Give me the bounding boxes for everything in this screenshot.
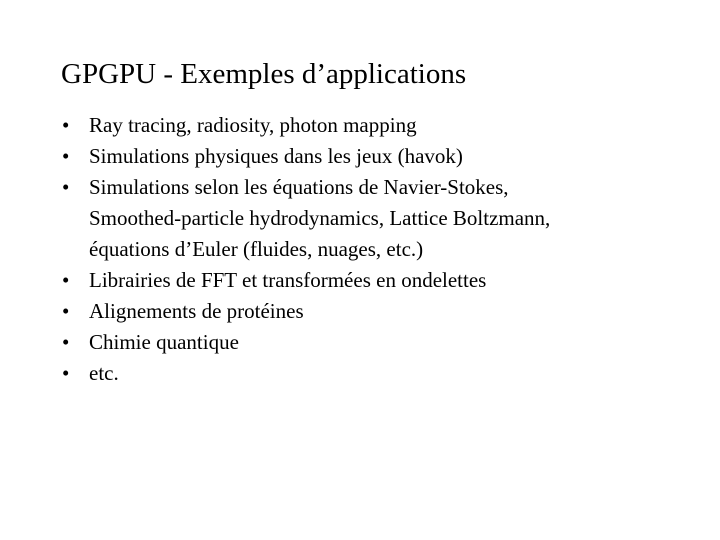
bullet-item	[61, 265, 701, 296]
bullet-item	[61, 296, 701, 327]
bullet-item	[61, 358, 701, 389]
bullet-icon: •	[62, 175, 70, 199]
bullet-line: Chimie quantique	[89, 330, 239, 354]
bullet-line: Ray tracing, radiosity, photon mapping	[89, 113, 417, 137]
bullet-item	[61, 141, 701, 172]
bullet-icon: •	[62, 268, 70, 292]
bullet-line: Simulations physiques dans les jeux (havok)	[89, 144, 463, 168]
bullet-icon: •	[62, 144, 70, 168]
bullet-icon: •	[62, 113, 70, 137]
bullet-text	[89, 172, 550, 265]
bullet-item	[61, 327, 701, 358]
bullet-icon: •	[62, 330, 70, 354]
bullet-line: Simulations selon les équations de Navier-Stokes,	[89, 175, 509, 199]
slide-title: GPGPU - Exemples d’applications	[61, 58, 467, 90]
bullet-line: etc.	[89, 361, 119, 385]
bullet-item	[61, 172, 701, 265]
bullet-text	[89, 110, 417, 141]
bullet-line: équations d’Euler (fluides, nuages, etc.)	[89, 237, 424, 261]
bullet-item	[61, 110, 701, 141]
bullet-list	[61, 110, 701, 389]
bullet-icon: •	[62, 361, 70, 385]
bullet-text	[89, 141, 463, 172]
bullet-text	[89, 327, 239, 358]
bullet-line: Smoothed-particle hydrodynamics, Lattice Boltzmann,	[89, 206, 551, 230]
bullet-icon: •	[62, 299, 70, 323]
bullet-line: Alignements de protéines	[89, 299, 304, 323]
bullet-line: Librairies de FFT et transformées en ondelettes	[89, 268, 487, 292]
bullet-text	[89, 358, 119, 389]
bullet-text	[89, 265, 486, 296]
bullet-text	[89, 296, 304, 327]
